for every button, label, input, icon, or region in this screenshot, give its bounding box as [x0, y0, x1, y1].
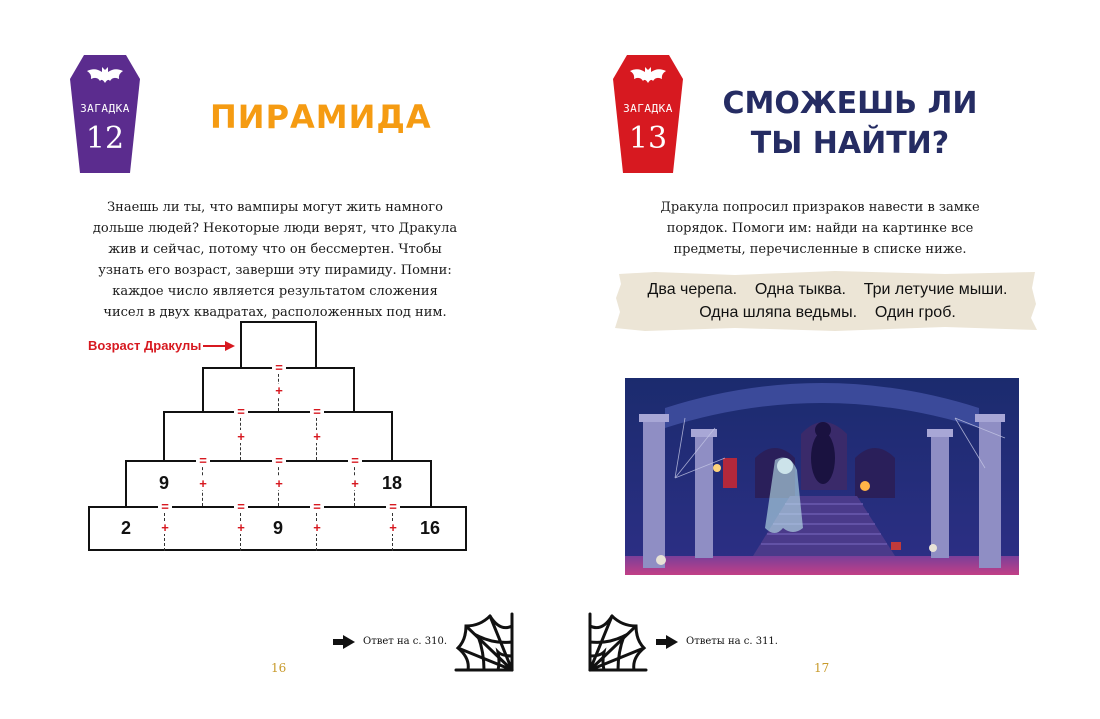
pyramid-number: 9 [158, 473, 169, 493]
paragraph-line: чисел в двух квадратах, расположенных под ним. [103, 305, 447, 320]
page-number: 16 [271, 661, 287, 675]
paragraph-line: узнать его возраст, заверши эту пирамиду. Помни: [98, 263, 452, 278]
bat-icon [628, 65, 668, 87]
plus-sign: + [310, 521, 324, 534]
plus-sign: + [386, 521, 400, 534]
equals-sign: = [386, 500, 400, 513]
paragraph-line: дольше людей? Некоторые люди верят, что Дракула [92, 221, 458, 236]
castle-illustration[interactable] [625, 378, 1019, 575]
banner-line: Одна шляпа ведьмы. Один гроб. [699, 304, 956, 321]
plus-sign: + [272, 477, 286, 490]
equals-sign: = [196, 454, 210, 467]
equals-sign: = [234, 405, 248, 418]
spider-web-icon [588, 612, 648, 672]
equals-sign: = [158, 500, 172, 513]
equals-sign: = [348, 454, 362, 467]
badge-number: 12 [85, 121, 125, 156]
title-line: СМОЖЕШЬ ЛИ [722, 86, 978, 121]
page-title: ПИРАМИДА [210, 98, 432, 136]
title-line: ТЫ НАЙТИ? [750, 126, 950, 161]
paragraph-line: каждое число является результатом сложения [112, 284, 438, 299]
plus-sign: + [158, 521, 172, 534]
banner-line: Два черепа. Одна тыква. Три летучие мыши. [647, 281, 1008, 298]
right-page [550, 0, 1100, 719]
riddle-badge [70, 55, 140, 173]
intro-paragraph [615, 197, 1025, 260]
pyramid-number: 16 [419, 518, 441, 538]
bat-icon [85, 65, 125, 87]
paragraph-line: предметы, перечисленные в списке ниже. [673, 242, 967, 257]
answer-reference: Ответы на с. 311. [686, 636, 778, 647]
equals-sign: = [310, 405, 324, 418]
plus-sign: + [234, 521, 248, 534]
badge-label: ЗАГАДКА [80, 102, 130, 115]
badge-label: ЗАГАДКА [623, 102, 673, 115]
paragraph-line: порядок. Помоги им: найди на картинке все [666, 221, 974, 236]
items-list-banner [615, 270, 1040, 332]
badge-number: 13 [628, 121, 668, 156]
answer-reference: Ответ на с. 310. [363, 636, 448, 647]
plus-sign: + [234, 430, 248, 443]
paragraph-line: Знаешь ли ты, что вампиры могут жить намного [107, 200, 443, 215]
equals-sign: = [310, 500, 324, 513]
arrow-right-icon [203, 340, 235, 352]
page-number: 17 [814, 661, 830, 675]
equals-sign: = [272, 454, 286, 467]
equals-sign: = [234, 500, 248, 513]
plus-sign: + [310, 430, 324, 443]
pyramid-number: 2 [120, 518, 131, 538]
dracula-age-label: Возраст Дракулы [88, 338, 202, 353]
plus-sign: + [196, 477, 210, 490]
plus-sign: + [272, 384, 286, 397]
pyramid-number: 9 [272, 518, 283, 538]
pyramid-number: 18 [381, 473, 403, 493]
arrow-right-icon [656, 635, 678, 649]
page-title [720, 84, 980, 164]
paragraph-line: Дракула попросил призраков навести в замке [660, 200, 980, 215]
intro-paragraph [70, 197, 480, 323]
riddle-badge [613, 55, 683, 173]
spider-web-icon [454, 612, 514, 672]
plus-sign: + [348, 477, 362, 490]
equals-sign: = [272, 361, 286, 374]
paragraph-line: жив и сейчас, потому что он бессмертен. Чтобы [108, 242, 442, 257]
arrow-right-icon [333, 635, 355, 649]
